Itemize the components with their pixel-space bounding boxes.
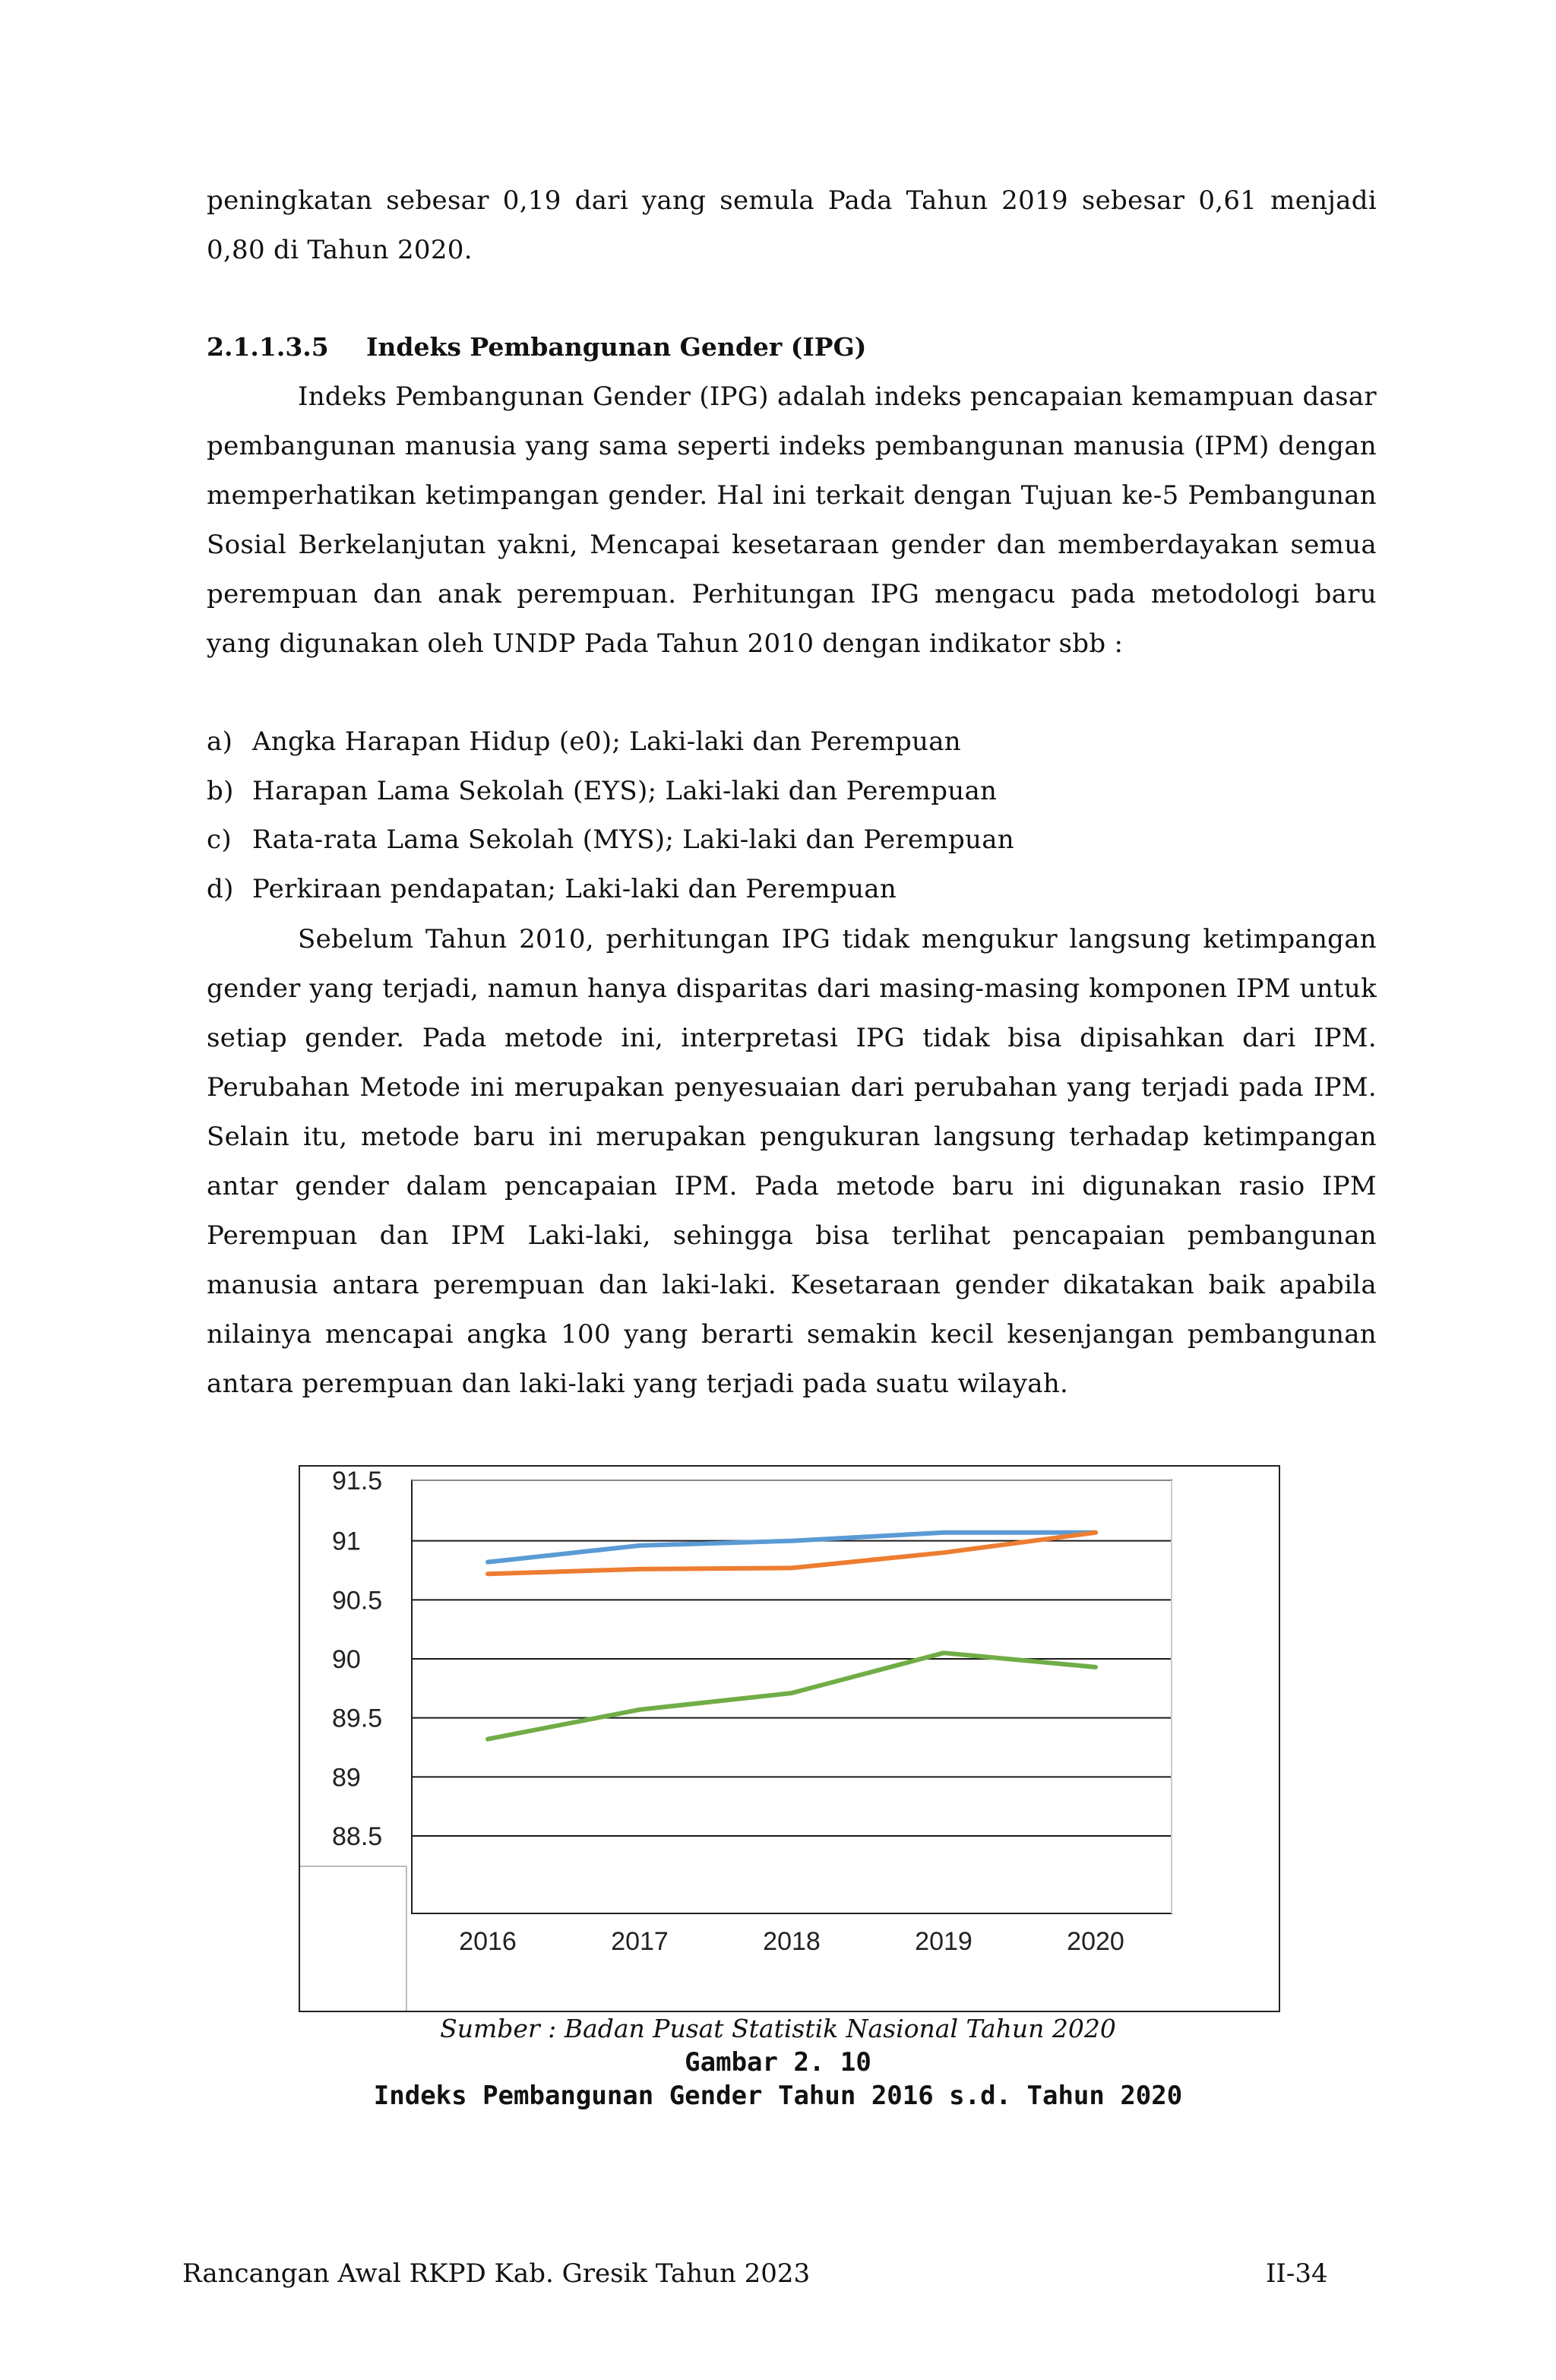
y-tick-label: 90: [332, 1645, 361, 1674]
chart-svg: [300, 1467, 1279, 2011]
y-tick-label: 91: [332, 1527, 361, 1556]
y-tick-label: 88.5: [332, 1822, 383, 1851]
list-item: b) Harapan Lama Sekolah (EYS); Laki-laki dan Perempuan: [207, 775, 998, 806]
section-number: 2.1.1.3.5: [207, 332, 329, 362]
list-item: d) Perkiraan pendapatan; Laki-laki dan Perempuan: [207, 873, 897, 904]
y-tick-label: 89.5: [332, 1704, 383, 1733]
ipg-method-paragraph: Sebelum Tahun 2010, perhitungan IPG tidak mengukur langsung ketimpangan gender yang terjadi, namun hanya disparitas dari masing-masing komponen IPM untuk setiap gender. Pada metode ini, interpretasi IPG tidak bisa dipisahkan dari IPM. Perubahan Metode ini merupakan penyesuaian dari perubahan yang terjadi pada IPM. Selain itu, metode baru ini merupakan pengukuran langsung terhadap ketimpangan antar gender dalam pencapaian IPM. Pada metode baru ini digunakan rasio IPM Perempuan dan IPM Laki-laki, sehingga bisa terlihat pencapaian pembangunan manusia antara perempuan dan laki-laki. Kesetaraan gender dikatakan baik apabila nilainya mencapai angka 100 yang berarti semakin kecil kesenjangan pembangunan antara perempuan dan laki-laki yang terjadi pada suatu wilayah.: [207, 924, 1377, 1399]
indicator-list: [207, 717, 1377, 913]
y-tick-label: 89: [332, 1763, 361, 1793]
ipg-line-chart: [299, 1465, 1280, 2012]
footer-document-title: Rancangan Awal RKPD Kab. Gresik Tahun 2023: [182, 2258, 811, 2289]
figure-source: Sumber : Badan Pusat Statistik Nasional Tahun 2020: [440, 2014, 1116, 2043]
intro-paragraph: peningkatan sebesar 0,19 dari yang semula Pada Tahun 2019 sebesar 0,61 menjadi 0,80 di Tahun 2020.: [207, 185, 1377, 265]
list-item: a) Angka Harapan Hidup (e0); Laki-laki dan Perempuan: [207, 726, 961, 757]
plot-area: [412, 1480, 1172, 1913]
x-tick-label: 2016: [459, 1927, 517, 1956]
y-tick-label: 90.5: [332, 1586, 383, 1616]
x-tick-label: 2019: [915, 1927, 972, 1956]
figure-number: Gambar 2. 10: [685, 2047, 871, 2078]
footer-page-number: II-34: [1266, 2258, 1328, 2289]
figure-title: Indeks Pembangunan Gender Tahun 2016 s.d. Tahun 2020: [373, 2081, 1183, 2111]
list-item: c) Rata-rata Lama Sekolah (MYS); Laki-laki dan Perempuan: [207, 824, 1014, 855]
x-tick-label: 2018: [763, 1927, 821, 1956]
ipg-definition-paragraph: Indeks Pembangunan Gender (IPG) adalah indeks pencapaian kemampuan dasar pembangunan manusia yang sama seperti indeks pembangunan manusia (IPM) dengan memperhatikan ketimpangan gender. Hal ini terkait dengan Tujuan ke-5 Pembangunan Sosial Berkelanjutan yakni, Mencapai kesetaraan gender dan memberdayakan semua perempuan dan anak perempuan. Perhitungan IPG mengacu pada metodologi baru yang digunakan oleh UNDP Pada Tahun 2010 dengan indikator sbb :: [207, 381, 1377, 659]
x-tick-label: 2020: [1067, 1927, 1124, 1956]
x-tick-label: 2017: [611, 1927, 669, 1956]
y-tick-label: 91.5: [332, 1467, 383, 1495]
section-heading: [207, 322, 866, 372]
section-title: Indeks Pembangunan Gender (IPG): [366, 332, 867, 362]
